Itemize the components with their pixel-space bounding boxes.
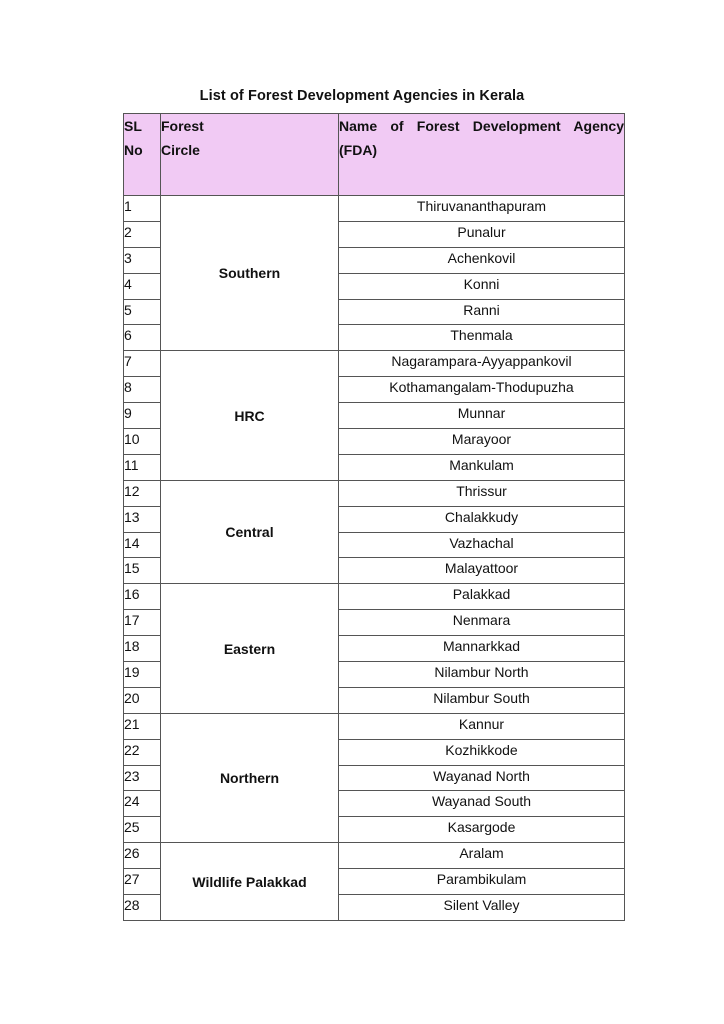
- sl-number-cell: 27: [124, 869, 161, 895]
- fda-name-cell: Wayanad North: [339, 765, 625, 791]
- fda-name-cell: Ranni: [339, 299, 625, 325]
- sl-number-cell: 13: [124, 506, 161, 532]
- fda-name-cell: Aralam: [339, 843, 625, 869]
- header-sl-no: [124, 114, 161, 196]
- fda-name-cell: Nenmara: [339, 610, 625, 636]
- sl-number-cell: 25: [124, 817, 161, 843]
- header-circle-line2: Circle: [161, 142, 200, 158]
- table-row: [124, 713, 625, 739]
- table-row: [124, 584, 625, 610]
- fda-name-cell: Kothamangalam-Thodupuzha: [339, 377, 625, 403]
- fda-name-cell: Munnar: [339, 403, 625, 429]
- fda-name-cell: Malayattoor: [339, 558, 625, 584]
- fda-name-cell: Achenkovil: [339, 247, 625, 273]
- sl-number-cell: 16: [124, 584, 161, 610]
- fda-name-cell: Nilambur North: [339, 662, 625, 688]
- forest-circle-cell: HRC: [161, 351, 339, 480]
- table-header-row: [124, 114, 625, 196]
- table-row: [124, 196, 625, 222]
- table-row: [124, 480, 625, 506]
- sl-number-cell: 10: [124, 429, 161, 455]
- header-forest-circle: [161, 114, 339, 196]
- sl-number-cell: 28: [124, 895, 161, 921]
- fda-name-cell: Punalur: [339, 221, 625, 247]
- sl-number-cell: 26: [124, 843, 161, 869]
- fda-name-cell: Kozhikkode: [339, 739, 625, 765]
- forest-circle-cell: Central: [161, 480, 339, 584]
- header-circle-line1: Forest: [161, 118, 204, 134]
- sl-number-cell: 7: [124, 351, 161, 377]
- sl-number-cell: 17: [124, 610, 161, 636]
- sl-number-cell: 15: [124, 558, 161, 584]
- sl-number-cell: 22: [124, 739, 161, 765]
- fda-name-cell: Nilambur South: [339, 687, 625, 713]
- fda-name-cell: Silent Valley: [339, 895, 625, 921]
- header-fda-name: [339, 114, 625, 196]
- sl-number-cell: 20: [124, 687, 161, 713]
- fda-name-cell: Mannarkkad: [339, 636, 625, 662]
- fda-table: [123, 113, 625, 921]
- fda-name-cell: Chalakkudy: [339, 506, 625, 532]
- forest-circle-cell: Wildlife Palakkad: [161, 843, 339, 921]
- header-name-line1: Name of Forest Development Agency: [339, 118, 624, 134]
- sl-number-cell: 11: [124, 454, 161, 480]
- fda-name-cell: Thenmala: [339, 325, 625, 351]
- header-sl-line2: No: [124, 142, 143, 158]
- forest-circle-cell: Northern: [161, 713, 339, 842]
- fda-name-cell: Mankulam: [339, 454, 625, 480]
- fda-name-cell: Wayanad South: [339, 791, 625, 817]
- sl-number-cell: 23: [124, 765, 161, 791]
- sl-number-cell: 3: [124, 247, 161, 273]
- fda-name-cell: Thrissur: [339, 480, 625, 506]
- sl-number-cell: 6: [124, 325, 161, 351]
- fda-name-cell: Thiruvananthapuram: [339, 196, 625, 222]
- fda-name-cell: Kasargode: [339, 817, 625, 843]
- sl-number-cell: 4: [124, 273, 161, 299]
- sl-number-cell: 24: [124, 791, 161, 817]
- sl-number-cell: 1: [124, 196, 161, 222]
- sl-number-cell: 14: [124, 532, 161, 558]
- fda-name-cell: Konni: [339, 273, 625, 299]
- sl-number-cell: 5: [124, 299, 161, 325]
- sl-number-cell: 8: [124, 377, 161, 403]
- sl-number-cell: 18: [124, 636, 161, 662]
- forest-circle-cell: Eastern: [161, 584, 339, 713]
- fda-name-cell: Nagarampara-Ayyappankovil: [339, 351, 625, 377]
- fda-name-cell: Palakkad: [339, 584, 625, 610]
- header-sl-line1: SL: [124, 118, 142, 134]
- fda-name-cell: Kannur: [339, 713, 625, 739]
- sl-number-cell: 21: [124, 713, 161, 739]
- forest-circle-cell: Southern: [161, 196, 339, 351]
- sl-number-cell: 19: [124, 662, 161, 688]
- table-row: [124, 351, 625, 377]
- header-name-line2: (FDA): [339, 142, 378, 158]
- fda-name-cell: Vazhachal: [339, 532, 625, 558]
- sl-number-cell: 2: [124, 221, 161, 247]
- sl-number-cell: 12: [124, 480, 161, 506]
- page-title: List of Forest Development Agencies in Kerala: [199, 88, 525, 104]
- fda-name-cell: Marayoor: [339, 429, 625, 455]
- sl-number-cell: 9: [124, 403, 161, 429]
- table-body: [124, 196, 625, 921]
- table-row: [124, 843, 625, 869]
- fda-name-cell: Parambikulam: [339, 869, 625, 895]
